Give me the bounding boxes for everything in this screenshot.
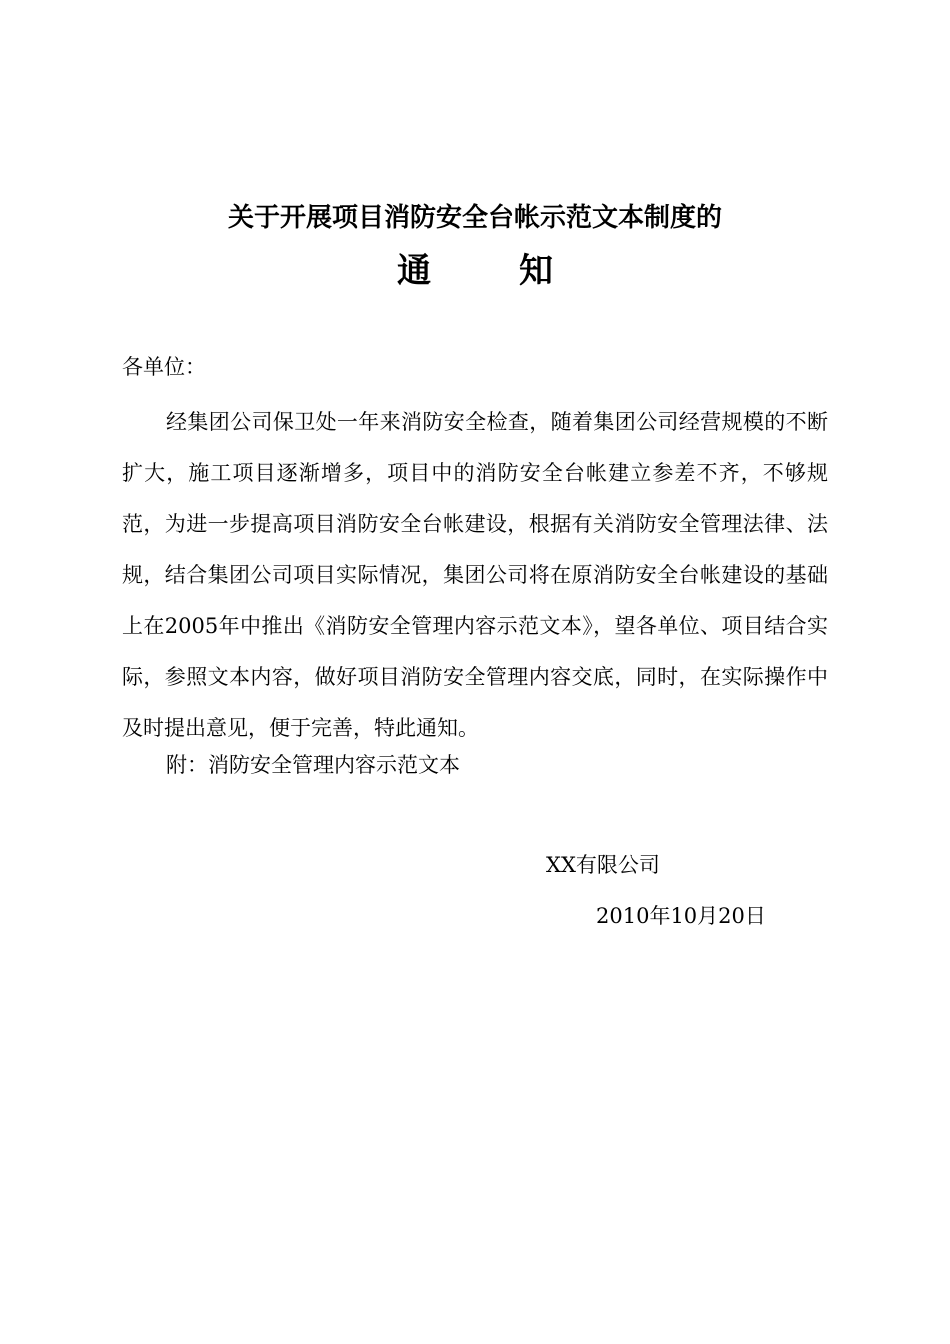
signature-date: 2010年10月20日 xyxy=(596,904,766,928)
signature-company: XX有限公司 xyxy=(546,853,660,877)
document-title: 关于开展项目消防安全台帐示范文本制度的 xyxy=(227,203,722,233)
document-title-notice: 通知 xyxy=(397,251,641,291)
body-paragraph: 经集团公司保卫处一年来消防安全检查，随着集团公司经营规模的不断扩大，施工项目逐渐增多，项目中的消防安全台帐建立参差不齐，不够规范，为进一步提高项目消防安全台帐建设，根据有关消防安全管理法律、法规，结合集团公司项目实际情况，集团公司将在原消防安全台帐建设的基础上在2005年中推出《消防安全管理内容示范文本》，望各单位、项目结合实际，参照文本内容，做好项目消防安全管理内容交底，同时，在实际操作中及时提出意见，便于完善，特此通知。 xyxy=(122,410,828,740)
attachment-note: 附：消防安全管理内容示范文本 xyxy=(166,753,460,777)
salutation: 各单位： xyxy=(122,355,206,379)
